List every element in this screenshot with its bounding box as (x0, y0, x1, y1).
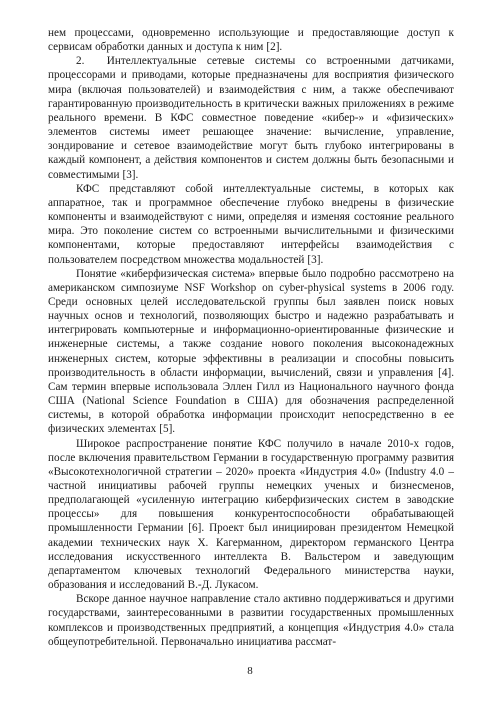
page-number: 8 (247, 665, 253, 677)
paragraph-3: КФС представляют собой интеллектуальные системы, в которых как аппаратное, так и программное обеспечение глубоко внедрены в физические компоненты и взаимодействуют с ними, определяя и изменяя состояние реального мира. Это поколение систем со встроенными вычислительными и физическими компонентами, которые предоставляют интерфейсы взаимодействия с пользователем посредством множества модальностей [3]. (48, 182, 454, 266)
paragraph-1: нем процессами, одновременно использующие и предоставляющие доступ к сервисам обработки данных и доступа к ним [2]. (48, 27, 454, 54)
paragraph-5: Широкое распространение понятие КФС получило в начале 2010-х годов, после включения правительством Германии в государственную программу развития «Высокотехнологичной стратегии – 2020» проекта «Индустрия 4.0» (Industry 4.0 – частной инициативы рабочей группы немецких ученых и бизнесменов, предполагающей «усиленную интеграцию киберфизических систем в заводские процессы» для повышения конкурентоспособности обрабатывающей промышленности Германии [6]. Проект был инициирован президентом Немецкой академии технических наук Х. Кагерманном, директором германского Центра исследования искусственного интеллекта В. Вальстером и заведующим департаментом ключевых технологий Федерального министерства науки, образования и исследований В.-Д. Лукасом. (48, 437, 454, 592)
paragraph-6: Вскоре данное научное направление стало активно поддерживаться и другими государствами, заинтересованными в развитии государственных промышленных комплексов и производственных предприятий, а концепция «Индустрия 4.0» стала общеупотребительной. Первоначально инициатива рассмат- (48, 593, 454, 648)
paragraph-2: 2. Интеллектуальные сетевые системы со встроенными датчиками, процессорами и приводами, которые предназначены для восприятия физического мира (включая пользователей) и взаимодействия с ним, а также обеспечивают гарантированную производительность в критически важных приложениях в режиме реального времени. В КФС совместное поведение «кибер-» и «физических» элементов системы имеет решающее значение: вычисление, управление, зондирование и сетевое взаимодействие могут быть глубоко интегрированы в каждый компонент, а действия компонентов и систем должны быть безопасными и совместимыми [3]. (48, 55, 454, 181)
paragraph-4: Понятие «киберфизическая система» впервые было подробно рассмотрено на американском симпозиуме NSF Workshop on cyber-physical systems в 2006 году. Среди основных целей исследовательской группы был заявлен поиск новых научных основ и технологий, позволяющих быстро и надежно разрабатывать и интегрировать компьютерные и информационно-ориентированные физические и инженерные системы, а также создание нового поколения высоконадежных инженерных систем, которые эффективны в реализации и способны повысить производительность в области информации, вычислений, связи и управления [4]. Сам термин впервые использовала Эллен Гилл из Национального научного фонда США (National Science Foundation в США) для обозначения распределенной системы, в которой обработка информации происходит непосредственно в ее физических элементах [5]. (48, 267, 454, 436)
